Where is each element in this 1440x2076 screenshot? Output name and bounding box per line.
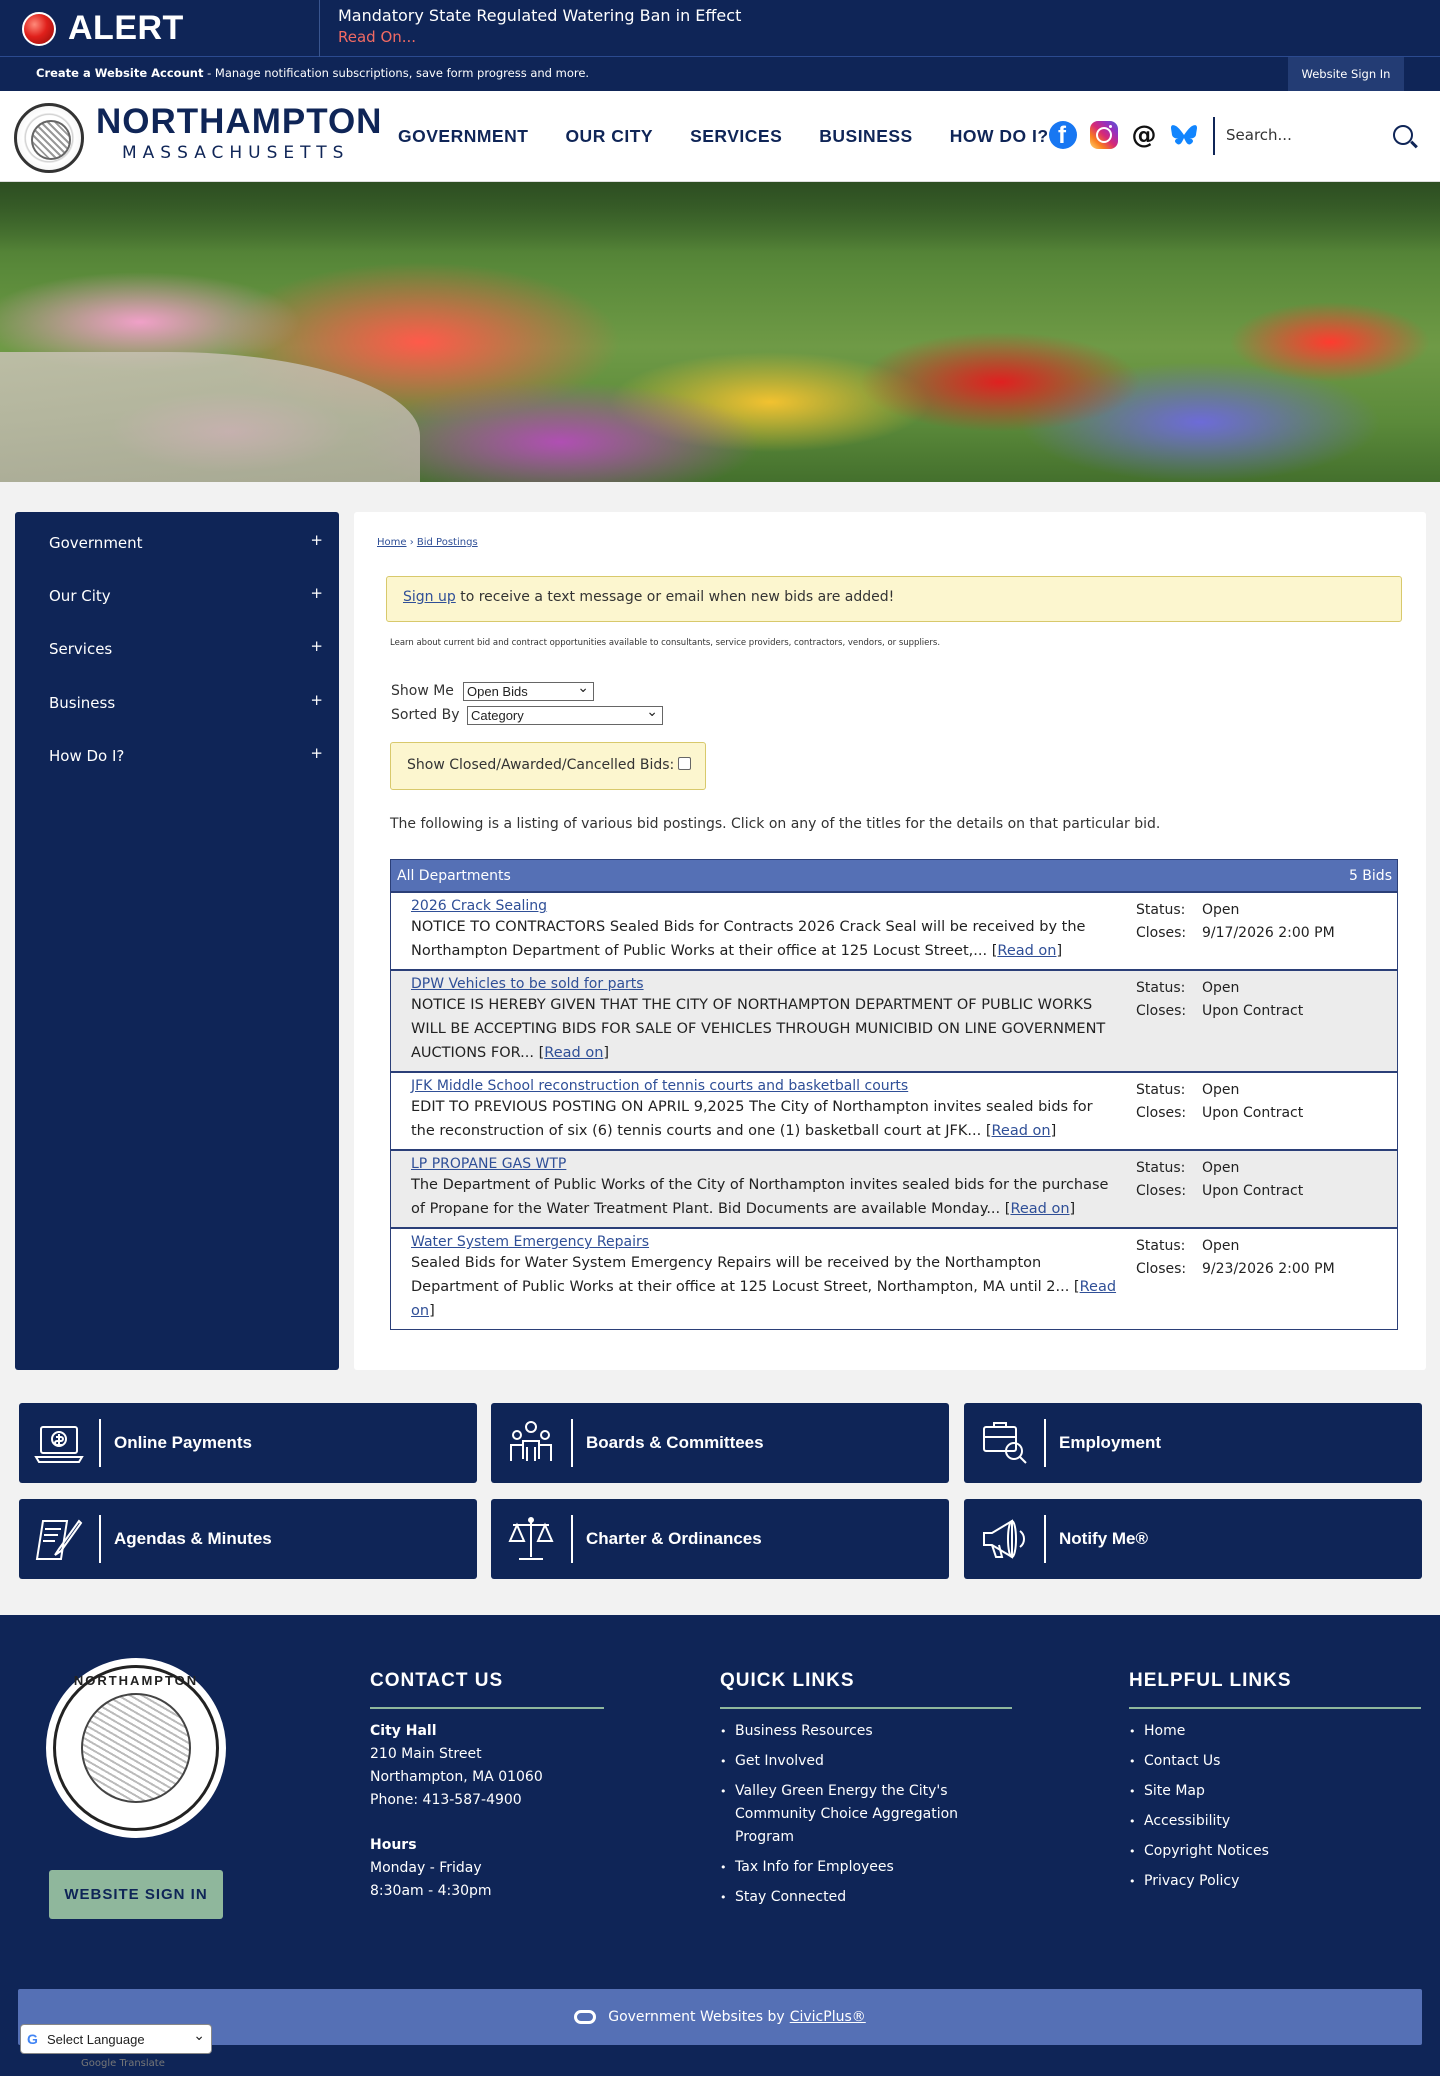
site-header: [0, 91, 1440, 182]
status-value: Open: [1202, 1160, 1240, 1176]
city-hall-label: City Hall: [370, 1723, 437, 1739]
closes-value: 9/17/2026 2:00 PM: [1202, 925, 1335, 941]
footer-city-seal: [46, 1658, 226, 1838]
quick-links-list: [720, 1720, 960, 1916]
alert-bar: [0, 0, 1440, 57]
read-on-link[interactable]: Read on: [544, 1045, 604, 1061]
helpful-link-contact-us[interactable]: • Contact Us: [1129, 1750, 1369, 1773]
status-label: Status:: [1136, 1160, 1186, 1176]
header-divider: [1213, 117, 1215, 155]
sign-up-link[interactable]: Sign up: [403, 589, 456, 605]
sidebar-item-our-city[interactable]: [15, 569, 339, 622]
hours-time: 8:30am - 4:30pm: [370, 1883, 492, 1899]
tile-label: Charter & Ordinances: [586, 1529, 762, 1548]
table-row: [391, 1073, 1397, 1151]
closed-bids-filter: [390, 742, 706, 790]
status-value: Open: [1202, 902, 1240, 918]
threads-icon[interactable]: @: [1131, 120, 1157, 149]
helpful-links-heading: HELPFUL LINKS: [1129, 1670, 1292, 1691]
alert-label: [0, 0, 320, 57]
civicplus-bar: [18, 1989, 1422, 2045]
helpful-links-rule: [1129, 1707, 1421, 1709]
sidebar-item-label: Business: [49, 693, 116, 712]
bid-title-link[interactable]: 2026 Crack Sealing: [411, 898, 548, 914]
hours-info: [370, 1834, 492, 1903]
sidebar-item-services[interactable]: [15, 622, 339, 675]
expand-icon[interactable]: +: [310, 637, 323, 655]
table-row: [391, 1229, 1397, 1329]
bid-description: Sealed Bids for Water System Emergency Repairs will be received by the Northampton Department of Public Works at their office at 125 Locust Street, Northampton, MA until 2... [Read on]: [411, 1255, 1117, 1319]
quick-links-heading: QUICK LINKS: [720, 1670, 855, 1691]
closes-label: Closes:: [1136, 925, 1187, 941]
closes-value: Upon Contract: [1202, 1105, 1304, 1121]
alert-title[interactable]: Mandatory State Regulated Watering Ban in Effect: [338, 6, 742, 25]
sorted-by-label: Sorted By: [391, 707, 460, 723]
tile-employment[interactable]: [964, 1403, 1422, 1483]
civicplus-link[interactable]: CivicPlus®: [789, 2009, 866, 2025]
bluesky-icon[interactable]: [1170, 121, 1198, 149]
bid-meta: [1136, 977, 1303, 1023]
helpful-link-home[interactable]: • Home: [1129, 1720, 1369, 1743]
google-translate-credit[interactable]: Google Translate: [81, 2058, 165, 2069]
status-value: Open: [1202, 1082, 1240, 1098]
job-search-icon: [978, 1417, 1030, 1469]
nav-business[interactable]: BUSINESS: [819, 126, 913, 146]
account-strip-desc: - Manage notification subscriptions, save form progress and more.: [203, 66, 590, 80]
helpful-links-list: [1129, 1720, 1369, 1900]
civicplus-icon: [574, 2010, 596, 2024]
account-strip: [0, 57, 1440, 91]
main-nav: [398, 126, 1086, 147]
tile-label: Boards & Committees: [586, 1433, 764, 1452]
scales-icon: [505, 1513, 557, 1565]
bid-title-link[interactable]: LP PROPANE GAS WTP: [411, 1156, 567, 1172]
seal-inner: [81, 1693, 191, 1803]
read-on-link[interactable]: Read on: [411, 1279, 1117, 1319]
bid-meta: [1136, 1157, 1303, 1203]
people-group-icon: [505, 1417, 557, 1469]
status-label: Status:: [1136, 1238, 1186, 1254]
intro-text: Learn about current bid and contract opportunities available to consultants, service providers, contractors, vendors, or suppliers.: [390, 638, 941, 648]
address-line-2: Northampton, MA 01060: [370, 1769, 543, 1785]
hero-banner-image: [0, 182, 1440, 482]
bids-table-header: [391, 860, 1397, 893]
breadcrumb: [377, 537, 478, 548]
listing-description: The following is a listing of various bid postings. Click on any of the titles for the details on that particular bid.: [390, 816, 1161, 832]
nav-our-city[interactable]: OUR CITY: [565, 126, 654, 146]
read-on-link[interactable]: Read on: [991, 1123, 1051, 1139]
expand-icon[interactable]: +: [310, 584, 323, 602]
contact-heading: CONTACT US: [370, 1670, 504, 1691]
bid-description: NOTICE IS HEREBY GIVEN THAT THE CITY OF NORTHAMPTON DEPARTMENT OF PUBLIC WORKS WILL BE ACCEPTING BIDS FOR SALE OF VEHICLES THROUGH MUNICIBID ON LINE GOVERNMENT AUCTIONS FOR... [Read on]: [411, 997, 1106, 1061]
quick-link-tax-info[interactable]: • Tax Info for Employees: [720, 1856, 960, 1879]
megaphone-icon: [978, 1513, 1030, 1565]
closes-label: Closes:: [1136, 1003, 1187, 1019]
create-account-link[interactable]: Create a Website Account: [36, 66, 204, 80]
sidebar-item-government[interactable]: [15, 516, 339, 569]
closes-value: 9/23/2026 2:00 PM: [1202, 1261, 1335, 1277]
quick-link-business-resources[interactable]: • Business Resources: [720, 1720, 960, 1743]
breadcrumb-home[interactable]: Home: [377, 537, 407, 548]
city-seal-logo[interactable]: [14, 103, 84, 173]
status-label: Status:: [1136, 1082, 1186, 1098]
expand-icon[interactable]: +: [310, 691, 323, 709]
tile-label: Notify Me®: [1059, 1529, 1149, 1548]
quick-link-get-involved[interactable]: • Get Involved: [720, 1750, 960, 1773]
tile-boards-committees[interactable]: [491, 1403, 949, 1483]
bid-description: NOTICE TO CONTRACTORS Sealed Bids for Contracts 2026 Crack Seal will be received by the Northampton Department of Public Works at their office at 125 Locust Street,... [Read on]: [411, 919, 1086, 959]
account-strip-text: [36, 66, 589, 80]
main-content: [354, 512, 1426, 1370]
tile-divider: [99, 1515, 101, 1563]
breadcrumb-current[interactable]: Bid Postings: [416, 537, 478, 548]
sidebar-item-label: Our City: [49, 586, 111, 605]
closes-label: Closes:: [1136, 1261, 1187, 1277]
banner-trees: [0, 182, 1440, 252]
closed-bids-label: Show Closed/Awarded/Cancelled Bids:: [407, 757, 675, 773]
search-icon[interactable]: [1393, 125, 1413, 145]
tile-agendas-minutes[interactable]: [19, 1499, 477, 1579]
closes-label: Closes:: [1136, 1183, 1187, 1199]
sidebar-item-label: Government: [49, 533, 143, 552]
helpful-link-copyright-notices[interactable]: • Copyright Notices: [1129, 1840, 1369, 1863]
facebook-icon[interactable]: [1049, 121, 1077, 149]
helpful-link-site-map[interactable]: • Site Map: [1129, 1780, 1369, 1803]
bid-title-link[interactable]: Water System Emergency Repairs: [411, 1234, 650, 1250]
alert-icon: [22, 12, 56, 46]
phone-number[interactable]: Phone: 413-587-4900: [370, 1792, 522, 1808]
expand-icon[interactable]: +: [310, 744, 323, 762]
sidebar-item-business[interactable]: [15, 676, 339, 729]
closes-value: Upon Contract: [1202, 1183, 1304, 1199]
notice-text: to receive a text message or email when new bids are added!: [455, 589, 895, 605]
tile-divider: [571, 1419, 573, 1467]
status-label: Status:: [1136, 902, 1186, 918]
bid-meta: [1136, 1235, 1335, 1281]
tile-divider: [571, 1515, 573, 1563]
table-row: [391, 1151, 1397, 1229]
helpful-link-privacy-policy[interactable]: • Privacy Policy: [1129, 1870, 1369, 1893]
table-header-count: 5 Bids: [1348, 867, 1392, 884]
quick-links-rule: [720, 1707, 1012, 1709]
tile-label: Agendas & Minutes: [114, 1529, 272, 1548]
sorted-by-select[interactable]: Category ⌄: [467, 706, 663, 725]
document-pen-icon: [33, 1513, 85, 1565]
hours-label: Hours: [370, 1837, 417, 1853]
tile-label: Online Payments: [114, 1433, 252, 1452]
sidebar-item-label: Services: [49, 639, 113, 658]
banner-garden-path: [0, 352, 420, 482]
closes-value: Upon Contract: [1202, 1003, 1304, 1019]
read-on-link[interactable]: Read on: [1010, 1201, 1070, 1217]
sidebar-item-label: How Do I?: [49, 746, 125, 765]
site-footer: [0, 1615, 1440, 2076]
tile-notify-me[interactable]: [964, 1499, 1422, 1579]
address-line-1: 210 Main Street: [370, 1746, 482, 1762]
bid-meta: [1136, 1079, 1303, 1125]
show-me-select[interactable]: Open Bids ⌄: [463, 682, 594, 701]
status-label: Status:: [1136, 980, 1186, 996]
alert-word: ALERT: [68, 9, 184, 47]
footer-sign-in-button[interactable]: WEBSITE SIGN IN: [49, 1870, 223, 1919]
helpful-link-accessibility[interactable]: • Accessibility: [1129, 1810, 1369, 1833]
language-select[interactable]: G Select Language ⌄: [20, 2024, 212, 2054]
hours-days: Monday - Friday: [370, 1860, 482, 1876]
quick-link-stay-connected[interactable]: • Stay Connected: [720, 1886, 960, 1909]
nav-services[interactable]: SERVICES: [690, 126, 783, 146]
closes-label: Closes:: [1136, 1105, 1187, 1121]
tile-divider: [1044, 1515, 1046, 1563]
breadcrumb-sep: ›: [406, 537, 417, 548]
status-value: Open: [1202, 980, 1240, 996]
signup-notice: [386, 576, 1402, 622]
bid-title-link[interactable]: DPW Vehicles to be sold for parts: [411, 976, 644, 992]
status-value: Open: [1202, 1238, 1240, 1254]
sidebar-nav: [15, 512, 339, 1370]
bid-title-link[interactable]: JFK Middle School reconstruction of tennis courts and basketball courts: [411, 1078, 909, 1094]
bid-meta: [1136, 899, 1335, 945]
nav-how-do-i[interactable]: HOW DO I?: [949, 126, 1049, 146]
logo-subtitle[interactable]: MASSACHUSETTS: [122, 143, 350, 163]
alert-read-on-link[interactable]: Read On...: [338, 28, 417, 46]
civicplus-text: Government Websites by: [608, 2009, 785, 2025]
instagram-icon[interactable]: [1090, 121, 1118, 149]
tile-charter-ordinances[interactable]: [491, 1499, 949, 1579]
quick-link-valley-green-energy[interactable]: • Valley Green Energy the City's Community Choice Aggregation Program: [720, 1780, 960, 1849]
table-header-department: All Departments: [397, 867, 511, 884]
table-row: [391, 971, 1397, 1073]
table-row: [391, 893, 1397, 971]
bid-description: EDIT TO PREVIOUS POSTING ON APRIL 9,2025 The City of Northampton invites sealed bids for the reconstruction of six (6) tennis courts and one (1) basketball court at JFK... [Read on]: [411, 1099, 1093, 1139]
tile-divider: [1044, 1419, 1046, 1467]
tile-divider: [99, 1419, 101, 1467]
seal-text: NORTHAMPTON: [73, 1673, 199, 1688]
show-me-label: Show Me: [391, 683, 454, 699]
contact-rule: [370, 1707, 604, 1709]
website-sign-in-button[interactable]: Website Sign In: [1288, 57, 1404, 91]
bid-description: The Department of Public Works of the City of Northampton invites sealed bids for the purchase of Propane for the Water Treatment Plant. Bid Documents are available Monday... [Read on]: [411, 1177, 1109, 1217]
tile-label: Employment: [1059, 1433, 1162, 1452]
contact-info: [370, 1720, 543, 1812]
nav-government[interactable]: GOVERNMENT: [398, 126, 529, 146]
expand-icon[interactable]: +: [310, 531, 323, 549]
read-on-link[interactable]: Read on: [997, 943, 1057, 959]
tile-online-payments[interactable]: [19, 1403, 477, 1483]
bids-table: [390, 859, 1398, 1330]
sidebar-item-how-do-i[interactable]: [15, 729, 339, 782]
logo-title[interactable]: NORTHAMPTON: [96, 102, 383, 141]
laptop-payment-icon: [33, 1417, 85, 1469]
closed-bids-checkbox[interactable]: [678, 757, 691, 770]
